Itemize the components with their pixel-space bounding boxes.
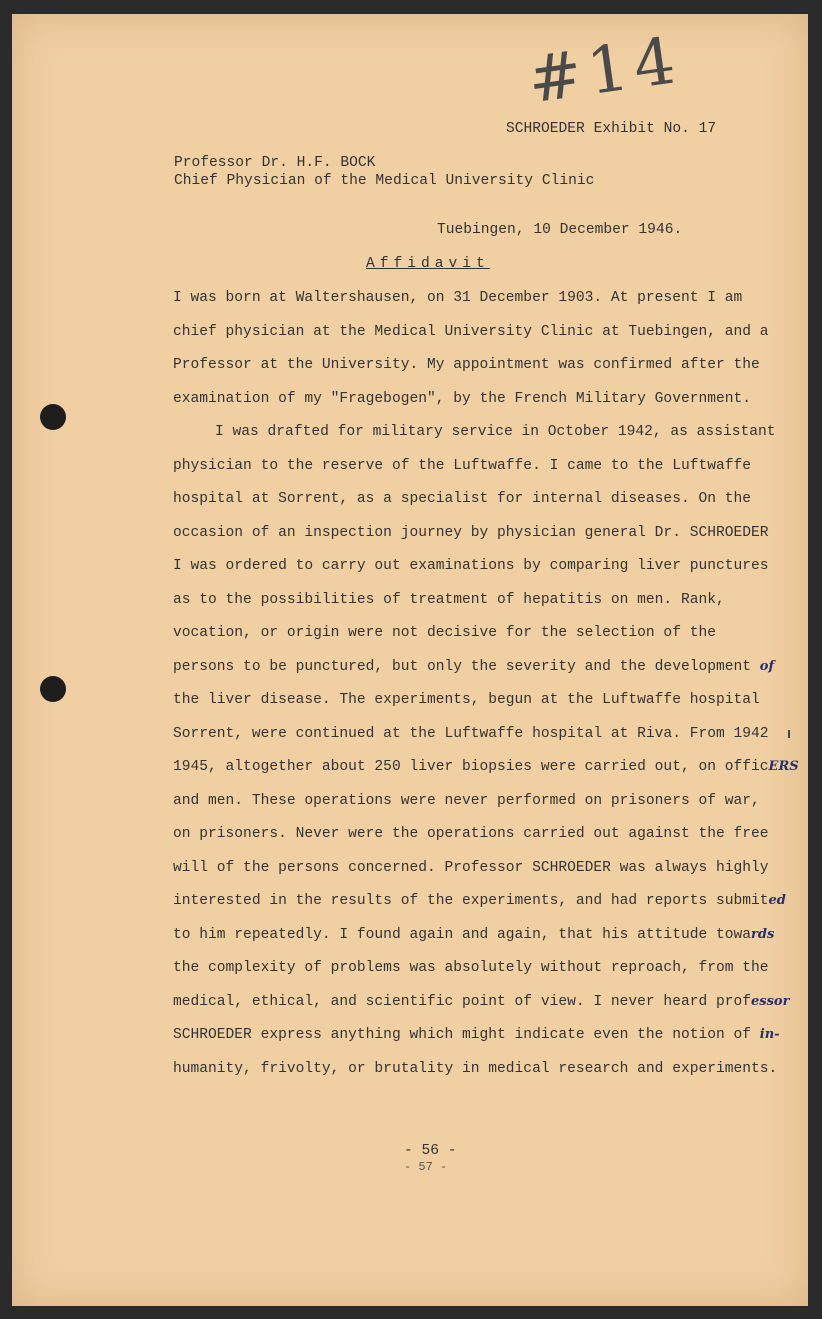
affidavit-body [173, 288, 799, 1092]
body-line [173, 925, 775, 959]
body-line: humanity, frivolty, or brutality in medical research and experiments. [173, 1060, 778, 1077]
body-line-text: persons to be punctured, but only the severity and the development [173, 658, 752, 675]
body-line-text: interested in the results of the experiments, and had reports submit [173, 893, 769, 909]
body-line [173, 891, 786, 925]
body-line: Professor at the University. My appointment was confirmed after the [173, 357, 760, 373]
place-date: Tuebingen, 10 December 1946. [437, 222, 683, 238]
addressee-title: Chief Physician of the Medical University Clinic [174, 173, 595, 189]
page-number: - 56 - [404, 1143, 457, 1159]
body-line: will of the persons concerned. Professor SCHROEDER was always highly [173, 859, 769, 876]
body-line-text: medical, ethical, and scientific point of view. I never heard prof [173, 993, 752, 1010]
body-line-text: to him repeatedly. I found again and again, that his attitude towa [173, 926, 752, 943]
pen-correction: of [759, 658, 775, 674]
body-line: on prisoners. Never were the operations carried out against the free [173, 826, 769, 842]
body-line: vocation, or origin were not decisive for the selection of the [173, 625, 716, 641]
body-line [173, 757, 799, 791]
body-line: the complexity of problems was absolutely without reproach, from the [173, 960, 769, 976]
body-line: I was born at Waltershausen, on 31 December 1903. At present I am [173, 290, 743, 306]
punch-hole [40, 404, 66, 430]
punch-hole [40, 676, 66, 702]
addressee-name: Professor Dr. H.F. BOCK [174, 155, 376, 171]
pen-correction: ed [768, 893, 786, 908]
pen-correction: rds [751, 926, 775, 942]
body-line [173, 657, 775, 691]
body-line-text: 1945, altogether about 250 liver biopsies were carried out, on offic [173, 759, 769, 775]
body-line: physician to the reserve of the Luftwaffe. I came to the Luftwaffe [173, 457, 752, 474]
pen-correction: essor [751, 993, 790, 1009]
body-line: Sorrent, were continued at the Luftwaffe hospital at Riva. From 1942 [173, 725, 769, 742]
body-line: I was ordered to carry out examinations by comparing liver punctures [173, 558, 769, 574]
body-line: hospital at Sorrent, as a specialist for internal diseases. On the [173, 491, 752, 507]
body-line: examination of my "Fragebogen", by the French Military Government. [173, 390, 752, 407]
body-line: I was drafted for military service in October 1942, as assistant [215, 424, 776, 440]
body-line: the liver disease. The experiments, begun at the Luftwaffe hospital [173, 692, 760, 708]
body-line: as to the possibilities of treatment of hepatitis on men. Rank, [173, 591, 725, 608]
body-line: and men. These operations were never performed on prisoners of war, [173, 792, 760, 809]
body-line-text: SCHROEDER express anything which might indicate even the notion of [173, 1027, 752, 1043]
body-line: chief physician at the Medical University Clinic at Tuebingen, and a [173, 323, 769, 340]
handwritten-exhibit-mark: #14 [523, 23, 686, 119]
body-line [173, 1025, 780, 1059]
exhibit-label: SCHROEDER Exhibit No. 17 [506, 121, 717, 137]
document-title: Affidavit [366, 256, 490, 272]
page-number-alt: - 57 - [404, 1160, 448, 1174]
pen-correction: in- [759, 1027, 780, 1042]
pen-correction: ERS [768, 759, 799, 774]
body-line [173, 992, 790, 1026]
body-line: occasion of an inspection journey by physician general Dr. SCHROEDER [173, 524, 769, 541]
margin-mark [788, 730, 790, 738]
